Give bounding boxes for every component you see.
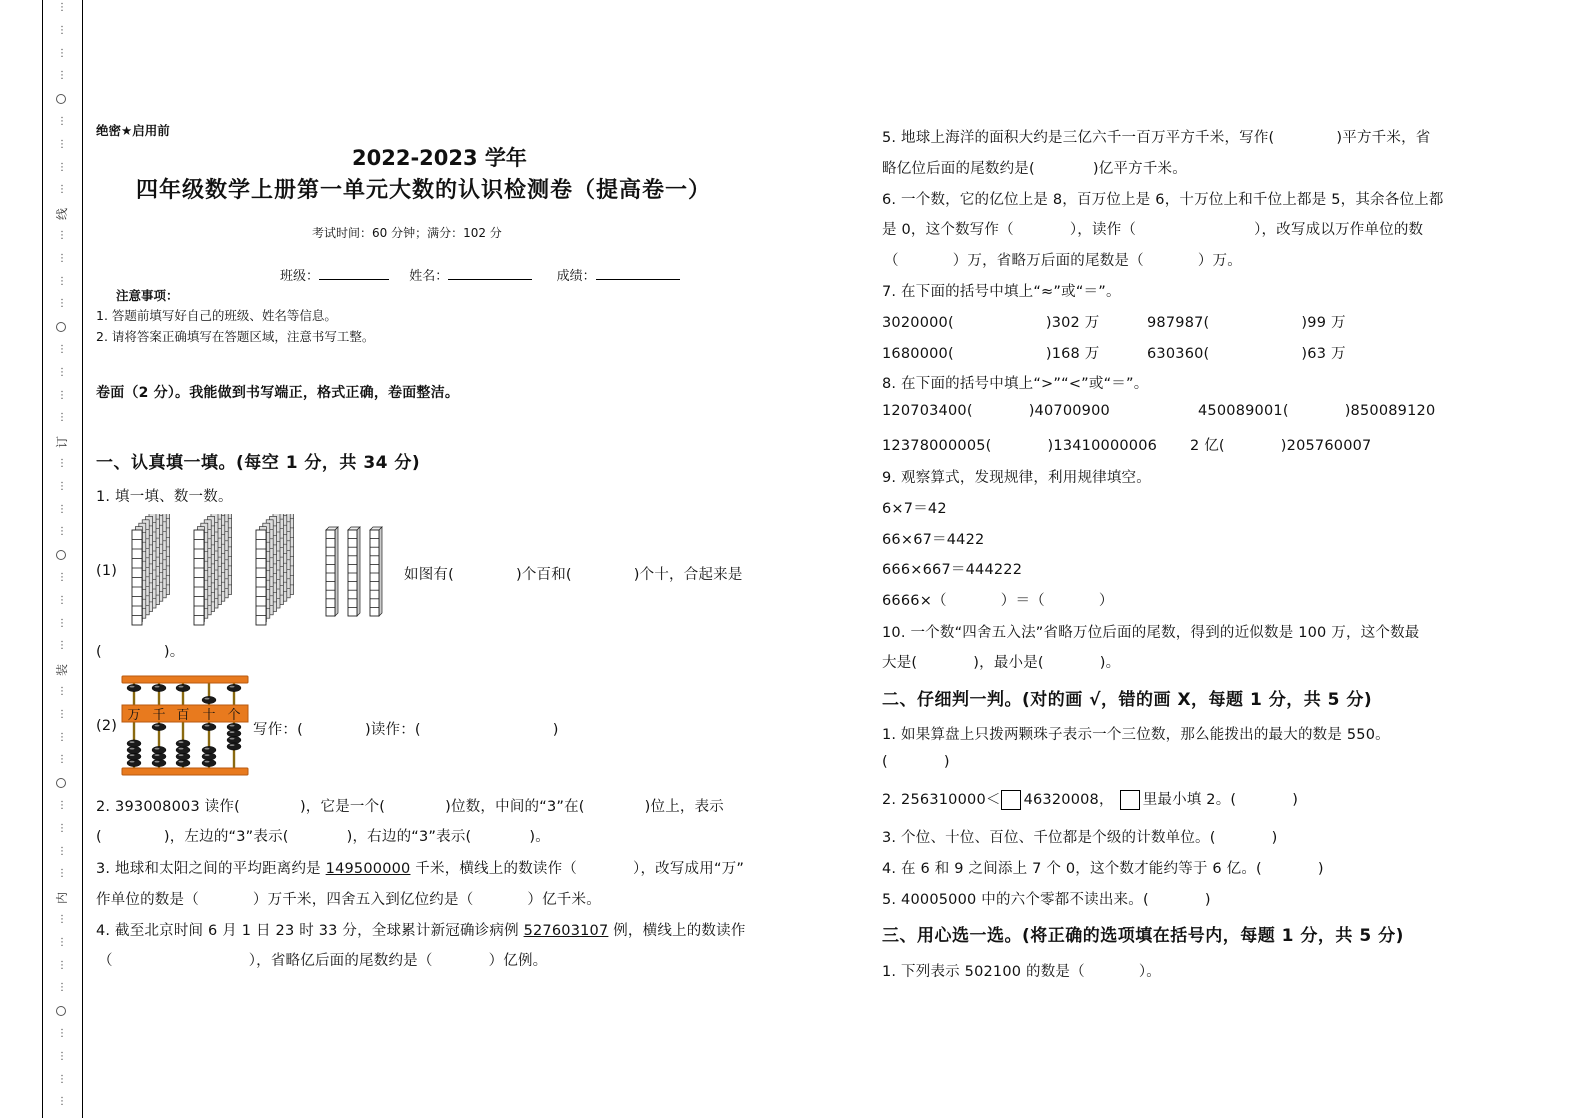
text: )。 [1099, 655, 1121, 671]
q8-item [882, 438, 1190, 454]
q7-stem: 7. 在下面的括号中填上“≈”或“＝”。 [882, 284, 1121, 300]
name-field[interactable] [448, 265, 532, 280]
dotted-cut-line: ⋮ [57, 458, 67, 469]
notes-title: 注意事项： [116, 288, 179, 303]
text: 3. 个位、十位、百位、千位都是个级的计数单位。( [882, 830, 1216, 846]
svg-text:十: 十 [202, 708, 216, 723]
text: ），省略亿后面的尾数约是（ [248, 953, 433, 969]
name-label: 姓名： [409, 269, 449, 284]
text: ），改写成以万作单位的数 [1254, 222, 1424, 238]
text: ）万千米，四舍五入到亿位约是（ [252, 892, 474, 908]
text: 4. 在 6 和 9 之间添上 7 个 0，这个数才能约等于 6 亿。( [882, 861, 1262, 877]
text: )63 万 [1301, 346, 1346, 362]
text: )850089120 [1344, 403, 1436, 419]
fill-box[interactable] [1120, 790, 1140, 810]
dotted-cut-line: ⋮ [57, 1073, 67, 1085]
exam-info: 考试时间：60 分钟；满分：102 分 [312, 226, 502, 240]
q8-item [1198, 403, 1435, 419]
text: )，右边的“3”表示( [346, 829, 472, 845]
dotted-cut-line: ⋮ [57, 982, 67, 994]
dotted-cut-line: ⋮ [57, 594, 67, 606]
binding-label: 订 [55, 436, 69, 449]
section1-title: 一、认真填一填。(每空 1 分，共 34 分) [96, 453, 421, 473]
text: ) [1292, 792, 1299, 808]
q8-item [1190, 438, 1371, 454]
margin-line-left [42, 0, 43, 1118]
circle-icon [52, 778, 72, 788]
dotted-cut-line: ⋮ [57, 252, 67, 264]
q1-part2-text [253, 718, 559, 739]
q4-line2 [98, 949, 547, 970]
circle-icon [52, 550, 72, 560]
text: ）亿例。 [488, 953, 548, 969]
dotted-cut-line: ⋮ [57, 526, 67, 538]
q4-line1 [96, 919, 746, 940]
q1-stem: 1. 填一填、数一数。 [96, 489, 233, 505]
text: 1680000( [882, 346, 954, 362]
text: 1. 下列表示 502100 的数是（ [882, 964, 1085, 980]
dotted-cut-line: ⋮ [57, 708, 67, 720]
q10-line2 [882, 651, 1120, 672]
dotted-cut-line: ⋮ [57, 2, 67, 13]
score-field[interactable] [596, 265, 680, 280]
dotted-cut-line: ⋮ [57, 914, 67, 925]
text: )。 [529, 829, 550, 845]
judge-q1-line1: 1. 如果算盘上只拨两颗珠子表示一个三位数，那么能拨出的最大的数是 550。 [882, 727, 1390, 743]
judge-q2 [882, 788, 1298, 810]
dotted-cut-line: ⋮ [57, 161, 67, 173]
text: 450089001( [1198, 403, 1289, 419]
text: 3. 地球和太阳之间的平均距离约是 [96, 861, 326, 877]
note-item: 1. 答题前填写好自己的班级、姓名等信息。 [96, 308, 337, 323]
dotted-cut-line: ⋮ [57, 731, 67, 743]
text: ），读作（ [1069, 222, 1137, 238]
class-field[interactable] [319, 265, 389, 280]
margin-line-right [82, 0, 83, 1118]
student-info-row [280, 265, 680, 284]
text: )13410000006 [1047, 438, 1158, 454]
q5-line2 [882, 157, 1187, 178]
dotted-cut-line: ⋮ [57, 959, 67, 971]
q10-line1: 10. 一个数“四舍五入法”省略万位后面的尾数，得到的近似数是 100 万，这个数最 [882, 625, 1420, 641]
circle-icon [52, 322, 72, 332]
dotted-cut-line: ⋮ [57, 503, 67, 515]
text: 2. 256310000＜ [882, 792, 1001, 808]
dotted-cut-line: ⋮ [57, 754, 67, 766]
text: 5. 40005000 中的六个零都不读出来。( [882, 892, 1149, 908]
text: ） [1098, 593, 1114, 609]
text: ( [96, 829, 102, 845]
text: 大是( [882, 655, 918, 671]
abacus-figure [121, 675, 249, 777]
text: )读作：( [364, 722, 421, 738]
q1-part1-tail [96, 640, 184, 661]
text: 例，横线上的数读作 [608, 923, 746, 939]
judge-q4 [882, 857, 1324, 878]
q9-last [882, 589, 1114, 610]
underlined-number: 149500000 [325, 861, 411, 877]
q7-row [882, 342, 1346, 363]
q8-row [882, 434, 1371, 455]
binding-margin [52, 0, 72, 1118]
dotted-cut-line: ⋮ [57, 47, 67, 59]
text: ），改写成用“万” [633, 861, 745, 877]
q3-line2 [96, 888, 601, 909]
q1-part1-label: (1) [96, 563, 118, 579]
text: ）万，省略万后面的尾数是（ [952, 253, 1144, 269]
dotted-cut-line: ⋮ [57, 640, 67, 652]
text: 里最小填 2。( [1142, 792, 1237, 808]
text: )99 万 [1301, 315, 1346, 331]
text: ）＝（ [1000, 593, 1045, 609]
text: 12378000005( [882, 438, 992, 454]
q7-item [1147, 315, 1346, 331]
secret-label: 绝密★启用前 [96, 123, 170, 138]
dotted-cut-line: ⋮ [57, 572, 67, 583]
text: 120703400( [882, 403, 973, 419]
text: ）万。 [1197, 253, 1242, 269]
q8-stem: 8. 在下面的括号中填上“>”“<”或“＝”。 [882, 376, 1149, 392]
text: 是 0，这个数写作（ [882, 222, 1014, 238]
dotted-cut-line: ⋮ [57, 24, 67, 36]
section3-title: 三、用心选一选。(将正确的选项填在括号内，每题 1 分，共 5 分) [882, 926, 1404, 946]
text: )。 [163, 644, 185, 660]
judge-q1-line2 [882, 754, 950, 770]
svg-text:万: 万 [127, 708, 141, 723]
section2-title: 二、仔细判一判。(对的画 √，错的画 X，每题 1 分，共 5 分) [882, 690, 1373, 710]
text: 3020000( [882, 315, 954, 331]
dotted-cut-line: ⋮ [57, 800, 67, 811]
text: 略亿位后面的尾数约是( [882, 161, 1035, 177]
dotted-cut-line: ⋮ [57, 412, 67, 424]
text: )40700900 [1028, 403, 1110, 419]
text: ) [943, 754, 950, 770]
dotted-cut-line: ⋮ [57, 230, 67, 241]
circle-icon [52, 94, 72, 104]
dotted-cut-line: ⋮ [57, 480, 67, 492]
text: ( [882, 754, 888, 770]
binding-label: 线 [55, 208, 69, 221]
q6-line1: 6. 一个数，它的亿位上是 8，百万位上是 6，十万位上和千位上都是 5，其余各位上都 [882, 192, 1444, 208]
text: 写作：( [253, 722, 303, 738]
q9-equation: 666×667＝444222 [882, 562, 1023, 578]
text: 千米，横线上的数读作（ [410, 861, 577, 877]
text: 987987( [1147, 315, 1210, 331]
q2-line1 [96, 795, 724, 816]
dotted-cut-line: ⋮ [57, 116, 67, 127]
text: 4. 截至北京时间 6 月 1 日 23 时 33 分，全球累计新冠确诊病例 [96, 923, 524, 939]
dotted-cut-line: ⋮ [57, 184, 67, 196]
text: )302 万 [1045, 315, 1100, 331]
q8-item [882, 403, 1198, 419]
score-label: 成绩： [556, 269, 596, 284]
page-title: 四年级数学上册第一单元大数的认识检测卷（提高卷一） [136, 178, 712, 203]
judge-q3 [882, 826, 1277, 847]
text: （ [884, 253, 899, 269]
text: ）。 [1138, 964, 1161, 980]
text: ) [1317, 861, 1324, 877]
text: 5. 地球上海洋的面积大约是三亿六千一百万平方千米，写作( [882, 130, 1275, 146]
q9-equation: 6×7＝42 [882, 501, 947, 517]
q8-row [882, 403, 1435, 419]
q5-line1 [882, 126, 1430, 147]
dotted-cut-line: ⋮ [57, 822, 67, 834]
q9-equation: 66×67＝4422 [882, 532, 985, 548]
svg-text:个: 个 [227, 708, 241, 723]
dotted-cut-line: ⋮ [57, 366, 67, 378]
text: )位数，中间的“3”在( [445, 799, 585, 815]
text: )205760007 [1280, 438, 1372, 454]
q7-row [882, 311, 1346, 332]
text: )个百和( [515, 567, 572, 583]
dotted-cut-line: ⋮ [57, 298, 67, 310]
svg-text:百: 百 [176, 708, 190, 723]
q7-item [1147, 346, 1346, 362]
binding-label: 装 [55, 664, 69, 677]
text: )亿平方千米。 [1092, 161, 1187, 177]
place-value-blocks-figure [128, 514, 388, 629]
q9-stem: 9. 观察算式，发现规律，利用规律填空。 [882, 470, 1151, 486]
dotted-cut-line: ⋮ [57, 389, 67, 401]
dotted-cut-line: ⋮ [57, 1096, 67, 1108]
dotted-cut-line: ⋮ [57, 138, 67, 150]
class-label: 班级： [280, 269, 320, 284]
neatness-note: 卷面（2 分）。我能做到书写端正，格式正确，卷面整洁。 [96, 385, 460, 401]
svg-text:千: 千 [152, 708, 166, 723]
text: )，左边的“3”表示( [163, 829, 289, 845]
circle-icon [52, 1006, 72, 1016]
q7-item [882, 311, 1147, 332]
note-item: 2. 请将答案正确填写在答题区域，注意书写工整。 [96, 329, 375, 344]
text: 作单位的数是（ [96, 892, 199, 908]
text: ) [1204, 892, 1211, 908]
dotted-cut-line: ⋮ [57, 344, 67, 355]
dotted-cut-line: ⋮ [57, 845, 67, 857]
dotted-cut-line: ⋮ [57, 1028, 67, 1039]
q3-line1 [96, 857, 744, 878]
text: 630360( [1147, 346, 1210, 362]
q6-line2 [882, 218, 1423, 239]
text: )位上，表示 [644, 799, 724, 815]
text: )个十，合起来是 [633, 567, 743, 583]
underlined-number: 527603107 [523, 923, 609, 939]
text: 46320008， [1023, 792, 1114, 808]
text: ）亿千米。 [527, 892, 601, 908]
dotted-cut-line: ⋮ [57, 868, 67, 880]
text: )平方千米，省 [1336, 130, 1431, 146]
q2-line2 [96, 825, 550, 846]
text: )，最小是( [973, 655, 1044, 671]
dotted-cut-line: ⋮ [57, 1050, 67, 1062]
binding-label: 内 [55, 892, 69, 905]
text: （ [98, 953, 113, 969]
text: ) [1271, 830, 1278, 846]
dotted-cut-line: ⋮ [57, 686, 67, 697]
text: )，它是一个( [299, 799, 386, 815]
choice-q1 [882, 960, 1161, 981]
dotted-cut-line: ⋮ [57, 70, 67, 82]
text: ) [552, 722, 559, 738]
dotted-cut-line: ⋮ [57, 936, 67, 948]
text: 2. 393008003 读作( [96, 799, 240, 815]
text: 如图有( [404, 567, 454, 583]
q1-part2-label: (2) [96, 718, 118, 734]
q7-item [882, 342, 1147, 363]
dotted-cut-line: ⋮ [57, 275, 67, 287]
q6-line3 [884, 249, 1242, 270]
text: 2 亿( [1190, 438, 1225, 454]
dotted-cut-line: ⋮ [57, 617, 67, 629]
q1-part1-text [404, 563, 743, 584]
fill-box[interactable] [1001, 790, 1021, 810]
text: 6666×（ [882, 593, 947, 609]
title-year: 2022-2023 学年 [352, 146, 527, 170]
judge-q5 [882, 888, 1211, 909]
text: )168 万 [1045, 346, 1100, 362]
text: ( [96, 644, 102, 660]
